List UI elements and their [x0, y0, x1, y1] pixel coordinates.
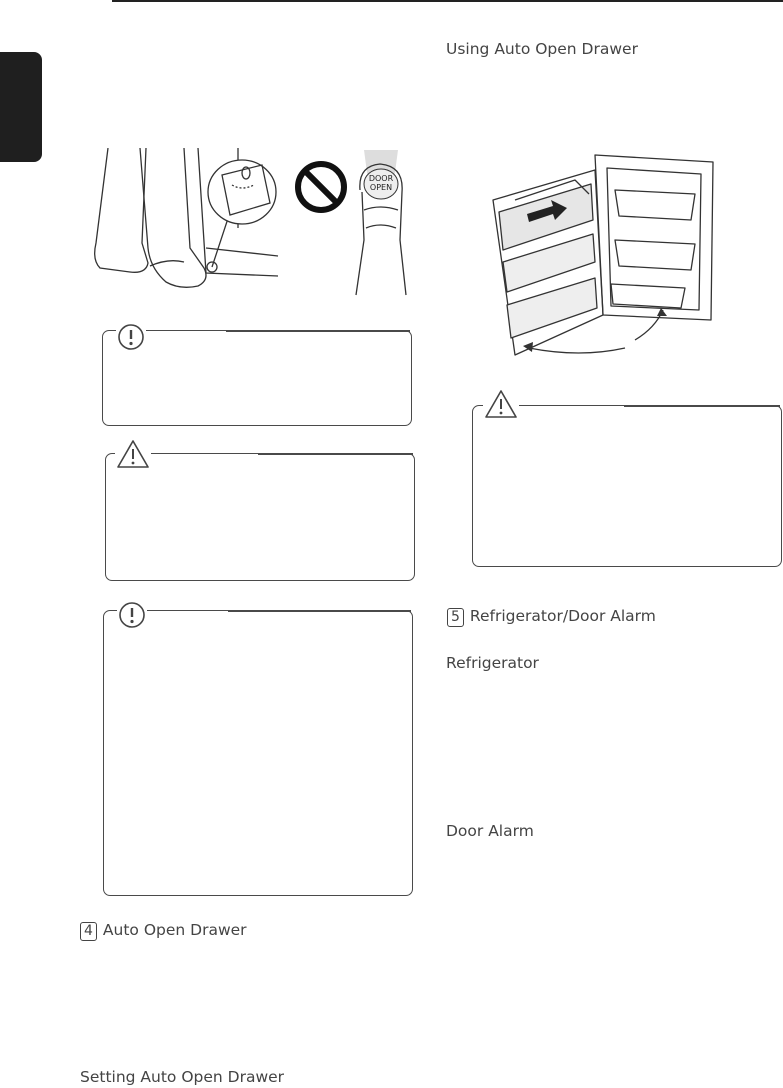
caution-box-2-rule [624, 405, 780, 407]
note-box-2 [103, 610, 413, 896]
refrigerator-heading: Refrigerator [446, 654, 539, 672]
warning-triangle-icon [483, 388, 519, 420]
warning-triangle-icon [115, 438, 151, 470]
note-box-2-rule [228, 610, 411, 612]
exclamation-circle-icon [116, 322, 146, 352]
top-rule [112, 0, 783, 2]
language-side-tab [0, 52, 42, 162]
note-box-1 [102, 330, 412, 426]
setting-auto-open-drawer-heading: Setting Auto Open Drawer [80, 1068, 285, 1086]
exclamation-circle-icon [117, 600, 147, 630]
using-auto-open-drawer-heading: Using Auto Open Drawer [446, 40, 638, 58]
caution-box-1 [105, 453, 415, 581]
caution-box-2 [472, 405, 782, 567]
open-drawer-illustration [485, 150, 715, 365]
refrigerator-door-alarm-heading: 5 Refrigerator/Door Alarm [447, 607, 656, 627]
no-entry-icon [294, 160, 348, 214]
door-open-label: DOOR OPEN [368, 174, 394, 192]
foot-on-label-illustration [350, 150, 412, 300]
sensor-zoom-illustration [202, 155, 282, 230]
door-alarm-heading: Door Alarm [446, 822, 534, 840]
auto-open-drawer-heading: 4 Auto Open Drawer [80, 921, 247, 941]
caution-box-1-rule [258, 453, 413, 455]
note-box-1-rule [226, 330, 410, 332]
